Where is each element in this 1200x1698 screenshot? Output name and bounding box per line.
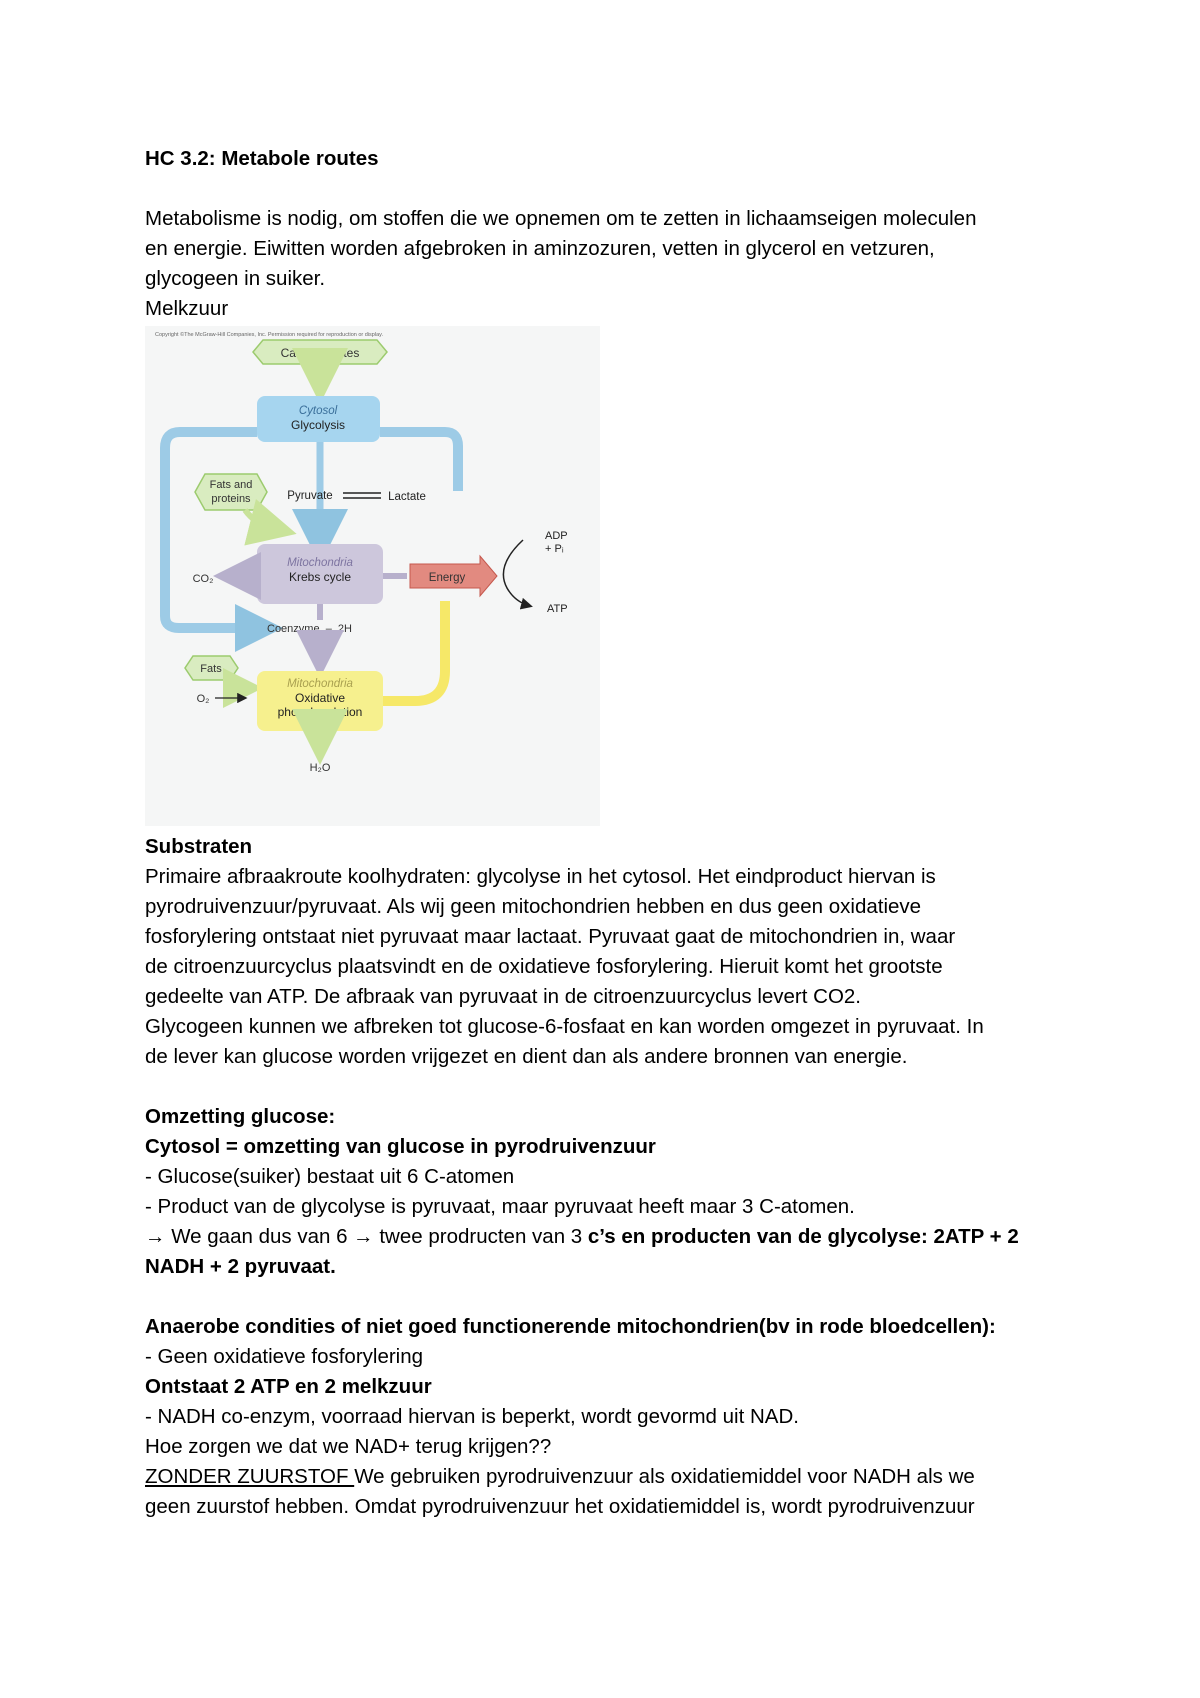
energy-label: Energy bbox=[428, 572, 466, 584]
lactate-label: Lactate bbox=[388, 491, 426, 503]
page-title: HC 3.2: Metabole routes bbox=[145, 147, 379, 170]
section-heading-substraten: Substraten bbox=[145, 835, 253, 858]
omzetting-arrow-text: → We gaan dus van 6 → twee prodructen van 3 bbox=[145, 1225, 588, 1248]
substraten-line: gedeelte van ATP. De afbraak van pyruvaat in de citroenzuurcyclus levert CO2. bbox=[145, 985, 861, 1008]
figure-heading: Melkzuur bbox=[145, 297, 229, 320]
glycolysis-label: Glycolysis bbox=[290, 418, 346, 432]
substraten-line: Primaire afbraakroute koolhydraten: glycolyse in het cytosol. Het eindproduct hiervan is bbox=[145, 865, 936, 888]
mitochondria-label: Mitochondria bbox=[287, 557, 353, 569]
omzetting-bullet: - Glucose(suiker) bestaat uit 6 C-atomen bbox=[145, 1165, 515, 1188]
diagram-svg bbox=[145, 326, 600, 826]
intro-line: glycogeen in suiker. bbox=[145, 267, 326, 290]
anaerobe-line-rest: We gebruiken pyrodruivenzuur als oxidatiemiddel voor NADH als we bbox=[354, 1465, 975, 1488]
mitochondria-label: Mitochondria bbox=[287, 678, 353, 690]
zonder-zuurstof-underlined: ZONDER ZUURSTOF bbox=[145, 1465, 355, 1488]
anaerobe-line: geen zuurstof hebben. Omdat pyrodruivenzuur het oxidatiemiddel is, wordt pyrodruivenzuur bbox=[145, 1495, 975, 1518]
o2-label: O₂ bbox=[196, 693, 210, 705]
cytosol-left-loop bbox=[165, 432, 265, 628]
anaerobe-line-bold: Ontstaat 2 ATP en 2 melkzuur bbox=[145, 1375, 432, 1398]
fats-arrow bbox=[230, 680, 253, 688]
oxidative-energy-loop bbox=[383, 601, 445, 701]
substraten-line: pyrodruivenzuur/pyruvaat. Als wij geen mitochondrien hebben en dus geen oxidatieve bbox=[145, 895, 922, 918]
omzetting-arrow-bold: c’s en producten van de glycolyse: 2ATP + 2 bbox=[587, 1225, 1019, 1248]
phosphorylation-label: phosphorylation bbox=[277, 705, 363, 719]
omzetting-subheading: Cytosol = omzetting van glucose in pyrodruivenzuur bbox=[145, 1135, 656, 1158]
pyruvate-label: Pyruvate bbox=[287, 490, 333, 502]
cytosol-right-loop bbox=[380, 432, 458, 491]
anaerobe-line: Hoe zorgen we dat we NAD+ terug krijgen?? bbox=[145, 1435, 552, 1458]
fats-label: Fats bbox=[200, 663, 222, 675]
substraten-line: de lever kan glucose worden vrijgezet en dient dan als andere bronnen van energie. bbox=[145, 1045, 908, 1068]
fats-proteins-label: proteins bbox=[211, 493, 251, 505]
adp-atp-curve bbox=[503, 540, 530, 606]
oxidative-label: Oxidative bbox=[294, 691, 346, 705]
omzetting-arrow-line bbox=[145, 1222, 1075, 1252]
atp-label: ATP bbox=[547, 603, 568, 615]
section-heading-omzetting: Omzetting glucose: bbox=[145, 1105, 336, 1128]
cytosol-label: Cytosol bbox=[298, 405, 338, 417]
krebs-label: Krebs cycle bbox=[288, 570, 352, 584]
intro-line: en energie. Eiwitten worden afgebroken in aminzozuren, vetten in glycerol en vetzuren, bbox=[145, 237, 935, 260]
carbohydrates-label: Carbohydrates bbox=[280, 346, 360, 360]
substraten-line: de citroenzuurcyclus plaatsvindt en de oxidatieve fosforylering. Hieruit komt het grootste bbox=[145, 955, 943, 978]
anaerobe-line bbox=[145, 1462, 1075, 1492]
coenzyme-label: Coenzyme – 2H bbox=[267, 623, 352, 635]
pi-label: + Pᵢ bbox=[545, 543, 564, 555]
fats-proteins-arrow bbox=[245, 510, 285, 531]
fats-proteins-label: Fats and bbox=[209, 479, 253, 491]
omzetting-bullet: - Product van de glycolyse is pyruvaat, maar pyruvaat heeft maar 3 C-atomen. bbox=[145, 1195, 855, 1218]
substraten-line: fosforylering ontstaat niet pyruvaat maar lactaat. Pyruvaat gaat de mitochondrien in, waar bbox=[145, 925, 956, 948]
adp-label: ADP bbox=[545, 530, 568, 542]
section-heading-anaerobe: Anaerobe condities of niet goed functionerende mitochondrien(bv in rode bloedcellen): bbox=[145, 1315, 996, 1338]
h2o-label: H₂O bbox=[309, 762, 331, 774]
copyright-text: Copyright ©The McGraw-Hill Companies, Inc. Permission required for reproduction or display. bbox=[155, 332, 384, 338]
intro-line: Metabolisme is nodig, om stoffen die we opnemen om te zetten in lichaamseigen moleculen bbox=[145, 207, 977, 230]
metabolism-diagram bbox=[145, 326, 600, 826]
substraten-paragraph bbox=[145, 862, 1075, 1072]
anaerobe-line: - NADH co-enzym, voorraad hiervan is beperkt, wordt gevormd uit NAD. bbox=[145, 1405, 799, 1428]
document-content bbox=[145, 144, 1075, 1522]
omzetting-arrow-bold-continued: NADH + 2 pyruvaat. bbox=[145, 1255, 336, 1278]
co2-label: CO₂ bbox=[192, 573, 214, 585]
anaerobe-line: - Geen oxidatieve fosforylering bbox=[145, 1345, 424, 1368]
intro-paragraph bbox=[145, 204, 1075, 294]
substraten-line: Glycogeen kunnen we afbreken tot glucose-6-fosfaat en kan worden omgezet in pyruvaat. In bbox=[145, 1015, 984, 1038]
